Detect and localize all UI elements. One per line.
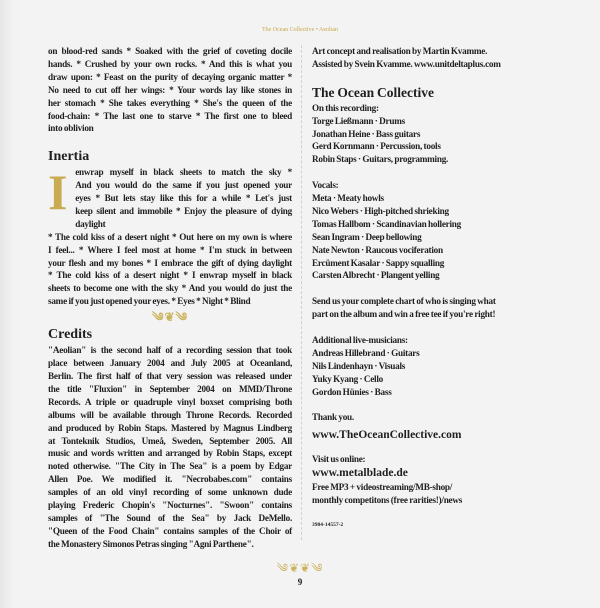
text-line: Carsten Albrecht · Plangent yelling [312, 270, 440, 281]
text-line: playing Frederic Chopin's "Nocturnes". "Swoon" contains [48, 500, 292, 511]
text-line: place between January 2004 and July 2005 at Oceanland, [48, 358, 292, 369]
art-credits [312, 45, 574, 71]
text-line: Tomas Hallbom · Scandinavian hollering [312, 218, 461, 229]
page-footer [0, 551, 600, 608]
text-line: on blood-red sands * Soaked with the grief of coveting docile [48, 46, 292, 56]
text-line: sheets to become one with the sky * And you would do just the [48, 283, 292, 294]
left-column [48, 45, 292, 551]
right-column [301, 45, 574, 540]
text-line: noted otherwise. "The City in The Sea" is a poem by Edgar [48, 461, 292, 472]
lyrics-intro [48, 45, 292, 135]
contest-text [312, 295, 574, 321]
running-header: The Ocean Collective • Aeolian [261, 27, 339, 33]
thanks-text: Thank you. [312, 412, 354, 423]
text-line: part on the album and win a free tee if you're right! [312, 309, 496, 320]
text-line: food-chain: * The last one to starve * The first one to bleed [48, 110, 292, 121]
label-offers [312, 481, 574, 507]
text-line: * The cold kiss of a desert night * I enwrap myself in black [48, 270, 292, 281]
text-line: eyes * But lets stay like this for a while * Let's just [75, 193, 292, 204]
text-line: hands. * Crushed by your own rocks. * And this is what you [48, 58, 292, 69]
text-line: Meta · Meaty howls [312, 193, 384, 204]
text-line: Yuky Kyang · Cello [312, 373, 384, 384]
text-line: Send us your complete chart of who is singing what [312, 296, 496, 307]
text-line: music and words written and arranged by Robin Staps, except [48, 448, 292, 459]
text-line: Assisted by Svein Kvamme. www.unitdeltaplus.com [312, 58, 501, 69]
credits-text [48, 344, 292, 551]
vocalists-list [312, 192, 574, 282]
text-line: Torge Ließmann · Drums [312, 115, 405, 126]
members-list [312, 115, 574, 167]
text-line: keep silent and immobile * Enjoy the pleasure of dying daylight [75, 205, 292, 229]
text-line: "Queen of the Food Chain" contains samples of the Choir of [48, 525, 292, 536]
text-line: Jonathan Heine · Bass guitars [312, 128, 421, 139]
text-line: same if you just opened your eyes. * Eyes * Night * Blind [48, 296, 251, 307]
text-line: Robin Staps · Guitars, programming. [312, 154, 449, 165]
text-line: Ercüment Kasalar · Sappy squalling [312, 257, 445, 268]
text-line: Art concept and realisation by Martin Kvamme. [312, 46, 488, 56]
text-line: Free MP3 + videostreaming/MB-shop/ [312, 482, 453, 493]
label-website-link[interactable]: www.metalblade.de [312, 467, 408, 480]
band-website-link[interactable]: www.TheOceanCollective.com [312, 429, 462, 442]
two-column-body [0, 45, 600, 551]
illuminated-dropcap: I [48, 164, 68, 221]
text-line: Nils Lindenhayn · Visuals [312, 360, 406, 371]
text-line: Gerd Kornmann · Percussion, tools [312, 141, 441, 152]
vocals-label: Vocals: [312, 180, 339, 191]
ornament-footer-icon: ༄❦❦༄ [276, 560, 324, 575]
text-line: Records. A triple or quadruple vinyl boxset comprising both [48, 396, 292, 407]
text-line: monthly competitons (free rarities!)/news [312, 495, 463, 506]
live-musicians-list [312, 347, 574, 399]
text-line: her stomach * She takes everything * She's the queen of the [48, 97, 292, 108]
inertia-title: Inertia [48, 149, 90, 165]
text-line: * The cold kiss of a desert night * Out here on my own is where [48, 231, 292, 242]
ornament-divider-icon: ༄❦༄ [152, 310, 188, 325]
text-line: draw upon: * Feast on the purity of decaying organic matter * [48, 71, 292, 82]
text-line: into oblivion [48, 123, 94, 134]
text-line: Nate Newton · Raucous vociferation [312, 244, 443, 255]
text-line: I feel... * Where I feel most at home * I'm stuck in between [48, 244, 292, 255]
text-line: Allen Poe. We modified it. "Necrobabes.com" contains [48, 474, 292, 485]
text-line: Sean Ingram · Deep bellowing [312, 231, 422, 242]
inertia-lyrics [48, 166, 292, 308]
page-edge-shadow [0, 0, 14, 608]
text-line: No need to cut off her wings: * Your words lay like stones in [48, 84, 292, 95]
recording-label: On this recording: [312, 102, 379, 113]
text-line: albums will be available through Throne Records. Recorded [48, 409, 292, 420]
band-title: The Ocean Collective [312, 84, 434, 100]
catalog-number: 3984-14557-2 [312, 522, 344, 529]
text-line: Gordon Hünies · Bass [312, 386, 392, 397]
text-line: the Monastery Simonos Petras singing "Agni Parthene". [48, 538, 254, 549]
visit-label: Visit us online: [312, 454, 366, 465]
text-line: and produced by Robin Staps. Mastered by Magnus Lindberg [48, 422, 292, 433]
text-line: Berlin. The first half of that very session was released under [48, 371, 292, 382]
page-number: 9 [297, 576, 303, 587]
text-line: And you would do the same if you just opened your [75, 180, 292, 191]
credits-title: Credits [48, 327, 93, 343]
text-line: Nico Webers · High-pitched shrieking [312, 205, 449, 216]
live-label: Additional live-musicians: [312, 334, 408, 345]
text-line: "Aeolian" is the second half of a recording session that took [48, 345, 292, 356]
text-line: your flesh and my bones * I embrace the gift of dying daylight [48, 257, 292, 268]
text-line: at Tonteknik Studios, Umeå, Sweden, September 2005. All [48, 435, 292, 446]
text-line: samples of an old vinyl recording of some unknown dude [48, 487, 292, 498]
text-line: Andreas Hillebrand · Guitars [312, 347, 420, 358]
text-line: samples of "The Sound of the Sea" by Jack DeMello. [48, 512, 292, 523]
text-line: enwrap myself in black sheets to match the sky * [75, 167, 292, 178]
text-line: the title "Fluxion" in September 2004 on MMD/Throne [48, 383, 292, 394]
